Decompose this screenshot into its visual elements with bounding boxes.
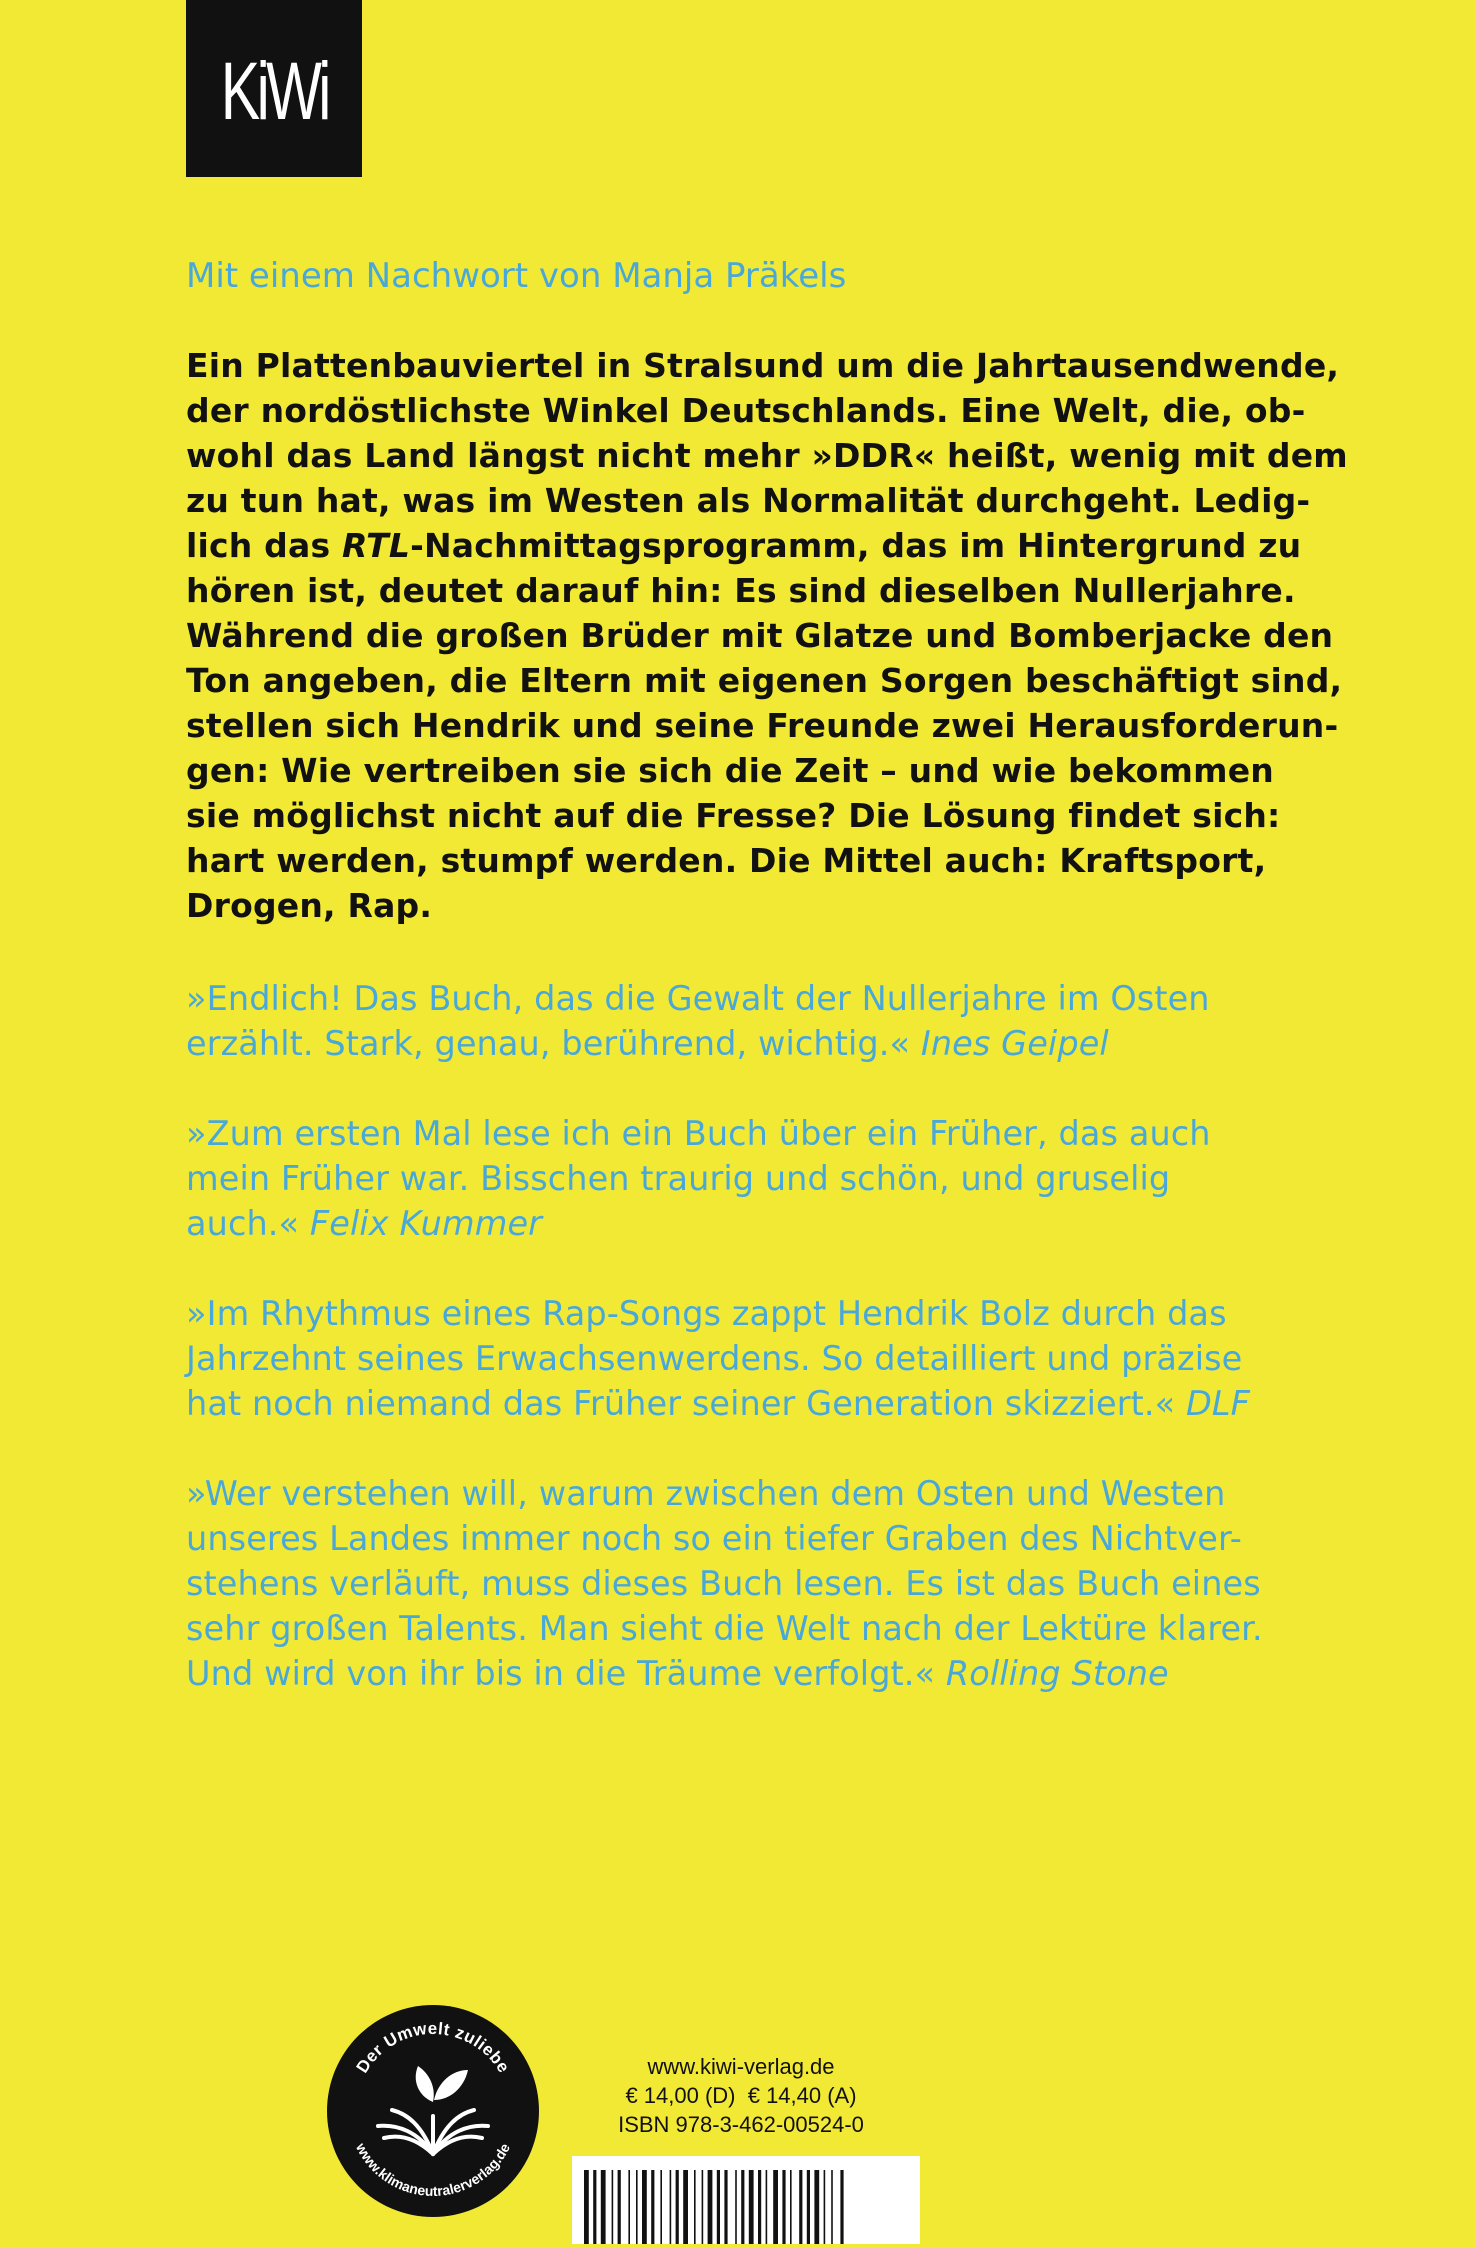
quote-author: Felix Kummer [309, 1204, 543, 1243]
blurb-line: stellen sich Hendrik und seine Freunde zwei Herausforderun- [186, 706, 1339, 745]
quote-line: Jahrzehnt seines Erwachsenwerdens. So detailliert und präzise [186, 1339, 1243, 1378]
climate-neutral-badge [326, 2004, 540, 2218]
rtl-italic: RTL [342, 526, 411, 565]
quote-line: »Zum ersten Mal lese ich ein Buch über ein Früher, das auch [186, 1114, 1211, 1153]
quote-line [186, 1021, 1376, 1066]
quote-author: DLF [1185, 1384, 1250, 1423]
isbn-text: ISBN 978-3-462-00524-0 [618, 2112, 864, 2137]
quote-text: auch.« [186, 1204, 310, 1243]
quote-line: »Endlich! Das Buch, das die Gewalt der Nullerjahre im Osten [186, 979, 1210, 1018]
blurb-line: der nordöstlichste Winkel Deutschlands. Eine Welt, die, ob- [186, 391, 1306, 430]
blurb-line-part: lich das [186, 526, 342, 565]
blurb-line: Ein Plattenbauviertel in Stralsund um die Jahrtausendwende, [186, 346, 1340, 385]
quote-line: sehr großen Talents. Man sieht die Welt nach der Lektüre klarer. [186, 1609, 1263, 1648]
quote-text: Und wird von ihr bis in die Träume verfolgt.« [186, 1654, 946, 1693]
blurb-line: wohl das Land längst nicht mehr »DDR« heißt, wenig mit dem [186, 436, 1348, 475]
blurb-line: Drogen, Rap. [186, 886, 433, 925]
blurb-line: sie möglichst nicht auf die Fresse? Die Lösung findet sich: [186, 796, 1281, 835]
price-text: € 14,00 (D) € 14,40 (A) [625, 2083, 857, 2108]
book-blurb [186, 343, 1346, 928]
website-text: www.kiwi-verlag.de [647, 2054, 835, 2079]
quote-line [186, 1201, 1376, 1246]
afterword-note: Mit einem Nachwort von Manja Präkels [186, 256, 847, 296]
review-quote [186, 1471, 1376, 1696]
review-quote [186, 976, 1376, 1066]
blurb-line: hören ist, deutet darauf hin: Es sind dieselben Nullerjahre. [186, 571, 1296, 610]
blurb-line: hart werden, stumpf werden. Die Mittel auch: Kraftsport, [186, 841, 1267, 880]
book-leaf-icon [326, 2004, 540, 2218]
quote-line: »Im Rhythmus eines Rap-Songs zappt Hendrik Bolz durch das [186, 1294, 1227, 1333]
blurb-line: Ton angeben, die Eltern mit eigenen Sorgen beschäftigt sind, [186, 661, 1343, 700]
review-quote [186, 1111, 1376, 1246]
quote-line: mein Früher war. Bisschen traurig und schön, und gruselig [186, 1159, 1171, 1198]
quote-author: Ines Geipel [920, 1024, 1109, 1063]
barcode-icon [572, 2156, 920, 2244]
blurb-line: Während die großen Brüder mit Glatze und Bomberjacke den [186, 616, 1334, 655]
quote-line: stehens verläuft, muss dieses Buch lesen. Es ist das Buch eines [186, 1564, 1261, 1603]
quote-author: Rolling Stone [945, 1654, 1169, 1693]
quote-line [186, 1651, 1376, 1696]
quote-line: »Wer verstehen will, warum zwischen dem Osten und Westen [186, 1474, 1226, 1513]
quote-text: erzählt. Stark, genau, berührend, wichtig.« [186, 1024, 921, 1063]
blurb-line: gen: Wie vertreiben sie sich die Zeit – und wie bekommen [186, 751, 1275, 790]
publisher-info [576, 2052, 906, 2139]
barcode [572, 2156, 920, 2244]
badge-bottom-text: www.klimaneutralerverlag.de [352, 2140, 513, 2200]
quote-text: hat noch niemand das Früher seiner Generation skizziert.« [186, 1384, 1186, 1423]
quote-line: unseres Landes immer noch so ein tiefer Graben des Nichtver- [186, 1519, 1242, 1558]
kiwi-logo [186, 0, 362, 177]
blurb-line-part: -Nachmittagsprogramm, das im Hintergrund zu [410, 526, 1302, 565]
kiwi-logo-text: KiWi [220, 45, 328, 137]
blurb-line: zu tun hat, was im Westen als Normalität durchgeht. Ledig- [186, 481, 1311, 520]
blurb-line [186, 523, 1346, 568]
review-quote [186, 1291, 1376, 1426]
badge-top-text: Der Umwelt zuliebe [352, 2019, 514, 2077]
quote-line [186, 1381, 1376, 1426]
